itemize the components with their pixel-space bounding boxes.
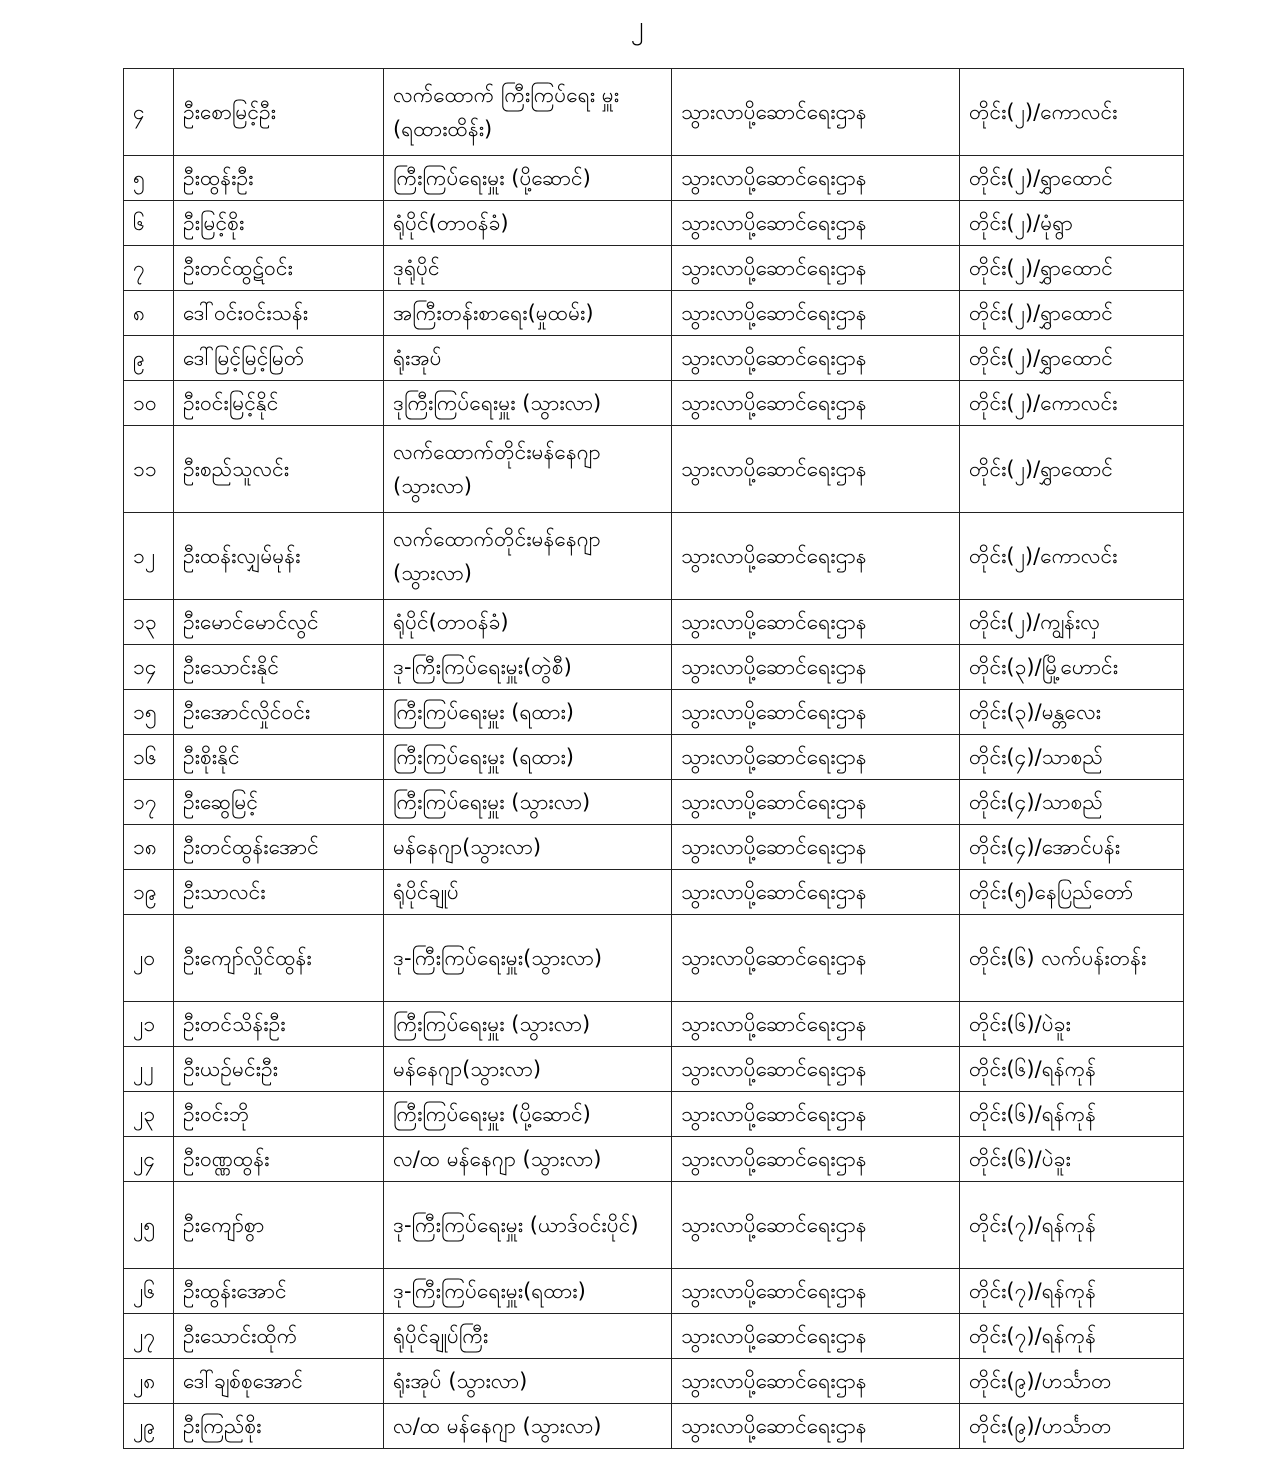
name-cell: ဦးတင်ထွန်းအောင်	[174, 825, 384, 870]
name-cell: ဦးစောမြင့်ဦး	[174, 69, 384, 156]
rank-cell: ဒုရုံပိုင်	[384, 246, 672, 291]
table-row	[124, 735, 1184, 780]
department-cell: သွားလာပို့ဆောင်ရေးဌာန	[672, 780, 960, 825]
unit-cell: တိုင်း(၉)/ဟင်္သာတ	[960, 1359, 1184, 1404]
table-row	[124, 870, 1184, 915]
unit-cell: တိုင်း(၆)/ပဲခူး	[960, 1137, 1184, 1182]
name-cell: ဦးယဉ်မင်းဦး	[174, 1047, 384, 1092]
department-cell: သွားလာပို့ဆောင်ရေးဌာန	[672, 1092, 960, 1137]
name-cell: ဦးကျော်စွာ	[174, 1182, 384, 1269]
rank-cell: မန်နေဂျာ(သွားလာ)	[384, 825, 672, 870]
row-number-cell: ၁၂	[124, 513, 174, 600]
name-cell: ဦးဝင်းမြင့်နိုင်	[174, 381, 384, 426]
unit-cell: တိုင်း(၂)/ရွှာထောင်	[960, 426, 1184, 513]
rank-cell: လ/ထ မန်နေဂျာ (သွားလာ)	[384, 1137, 672, 1182]
rank-cell: ဒု-ကြီးကြပ်ရေးမှူး(ရထား)	[384, 1269, 672, 1314]
department-cell: သွားလာပို့ဆောင်ရေးဌာန	[672, 1314, 960, 1359]
table-row	[124, 1047, 1184, 1092]
unit-cell: တိုင်း(၉)/ဟင်္သာတ	[960, 1404, 1184, 1449]
table-row	[124, 201, 1184, 246]
row-number-cell: ၅	[124, 156, 174, 201]
rank-cell: ဒု-ကြီးကြပ်ရေးမှူး(တွဲစီ)	[384, 645, 672, 690]
department-cell: သွားလာပို့ဆောင်ရေးဌာန	[672, 1137, 960, 1182]
department-cell: သွားလာပို့ဆောင်ရေးဌာန	[672, 69, 960, 156]
name-cell: ဦးသာလင်း	[174, 870, 384, 915]
name-cell: ဒေါ်ဝင်းဝင်းသန်း	[174, 291, 384, 336]
rank-cell: ကြီးကြပ်ရေးမှူး (သွားလာ)	[384, 1002, 672, 1047]
table-row	[124, 915, 1184, 1002]
unit-cell: တိုင်း(၅)နေပြည်တော်	[960, 870, 1184, 915]
department-cell: သွားလာပို့ဆောင်ရေးဌာန	[672, 381, 960, 426]
table-row	[124, 1182, 1184, 1269]
row-number-cell: ၆	[124, 201, 174, 246]
table-row	[124, 1002, 1184, 1047]
row-number-cell: ၂၄	[124, 1137, 174, 1182]
rank-cell: အကြီးတန်းစာရေး(မှုထမ်း)	[384, 291, 672, 336]
table-row	[124, 600, 1184, 645]
table-row	[124, 780, 1184, 825]
unit-cell: တိုင်း(၂)/ရွှာထောင်	[960, 291, 1184, 336]
unit-cell: တိုင်း(၇)/ရန်ကုန်	[960, 1269, 1184, 1314]
name-cell: ဒေါ်မြင့်မြင့်မြတ်	[174, 336, 384, 381]
name-cell: ဒေါ်ချစ်စုအောင်	[174, 1359, 384, 1404]
row-number-cell: ၁၃	[124, 600, 174, 645]
rank-cell: ဒု-ကြီးကြပ်ရေးမှူး(သွားလာ)	[384, 915, 672, 1002]
row-number-cell: ၂၉	[124, 1404, 174, 1449]
rank-cell: မန်နေဂျာ(သွားလာ)	[384, 1047, 672, 1092]
department-cell: သွားလာပို့ဆောင်ရေးဌာန	[672, 1269, 960, 1314]
table-row	[124, 513, 1184, 600]
unit-cell: တိုင်း(၄)/အောင်ပန်း	[960, 825, 1184, 870]
row-number-cell: ၁၉	[124, 870, 174, 915]
unit-cell: တိုင်း(၂)/ကောလင်း	[960, 381, 1184, 426]
name-cell: ဦးမြင့်စိုး	[174, 201, 384, 246]
table-row	[124, 381, 1184, 426]
name-cell: ဦးမောင်မောင်လွင်	[174, 600, 384, 645]
rank-cell: ကြီးကြပ်ရေးမှူး (ပို့ဆောင်)	[384, 1092, 672, 1137]
name-cell: ဦးသောင်းထိုက်	[174, 1314, 384, 1359]
rank-cell: ရုံပိုင်(တာဝန်ခံ)	[384, 201, 672, 246]
name-cell: ဦးကြည်စိုး	[174, 1404, 384, 1449]
rank-cell: ကြီးကြပ်ရေးမှူး (ရထား)	[384, 735, 672, 780]
rank-cell: ဒုကြီးကြပ်ရေးမှူး (သွားလာ)	[384, 381, 672, 426]
rank-cell: ဒု-ကြီးကြပ်ရေးမှူး (ယာဒ်ဝင်းပိုင်)	[384, 1182, 672, 1269]
row-number-cell: ၉	[124, 336, 174, 381]
table-row	[124, 1137, 1184, 1182]
unit-cell: တိုင်း(၂)/မုံရွာ	[960, 201, 1184, 246]
unit-cell: တိုင်း(၄)/သာစည်	[960, 735, 1184, 780]
name-cell: ဦးတင်ထွဋ်ဝင်း	[174, 246, 384, 291]
row-number-cell: ၁၀	[124, 381, 174, 426]
row-number-cell: ၈	[124, 291, 174, 336]
row-number-cell: ၁၆	[124, 735, 174, 780]
department-cell: သွားလာပို့ဆောင်ရေးဌာန	[672, 336, 960, 381]
unit-cell: တိုင်း(၆)/ရန်ကုန်	[960, 1047, 1184, 1092]
department-cell: သွားလာပို့ဆောင်ရေးဌာန	[672, 246, 960, 291]
row-number-cell: ၂၆	[124, 1269, 174, 1314]
name-cell: ဦးထန်းလျှမ်မုန်း	[174, 513, 384, 600]
name-cell: ဦးစိုးနိုင်	[174, 735, 384, 780]
unit-cell: တိုင်း(၃)/မြို့ဟောင်း	[960, 645, 1184, 690]
row-number-cell: ၁၈	[124, 825, 174, 870]
name-cell: ဦးဝင်းဘို	[174, 1092, 384, 1137]
name-cell: ဦးဝဏ္ဏထွန်း	[174, 1137, 384, 1182]
rank-cell: ရုံပိုင်ချုပ်ကြီး	[384, 1314, 672, 1359]
rank-cell: လက်ထောက် ကြီးကြပ်ရေး မှူး (ရထားထိန်း)	[384, 69, 672, 156]
row-number-cell: ၁၇	[124, 780, 174, 825]
name-cell: ဦးစည်သူလင်း	[174, 426, 384, 513]
rank-cell: လ/ထ မန်နေဂျာ (သွားလာ)	[384, 1404, 672, 1449]
table-row	[124, 1092, 1184, 1137]
department-cell: သွားလာပို့ဆောင်ရေးဌာန	[672, 870, 960, 915]
unit-cell: တိုင်း(၃)/မန္တလေး	[960, 690, 1184, 735]
department-cell: သွားလာပို့ဆောင်ရေးဌာန	[672, 1359, 960, 1404]
unit-cell: တိုင်း(၂)/ရွှာထောင်	[960, 246, 1184, 291]
rank-cell: ရုံးအုပ် (သွားလာ)	[384, 1359, 672, 1404]
table-row	[124, 825, 1184, 870]
row-number-cell: ၂၂	[124, 1047, 174, 1092]
table-row	[124, 426, 1184, 513]
department-cell: သွားလာပို့ဆောင်ရေးဌာန	[672, 426, 960, 513]
table-row	[124, 1404, 1184, 1449]
department-cell: သွားလာပို့ဆောင်ရေးဌာန	[672, 690, 960, 735]
unit-cell: တိုင်း(၂)/ရွှာထောင်	[960, 336, 1184, 381]
row-number-cell: ၁၄	[124, 645, 174, 690]
page-number: ၂	[630, 11, 644, 41]
rank-cell: ရုံပိုင်(တာဝန်ခံ)	[384, 600, 672, 645]
name-cell: ဦးအောင်လှိုင်ဝင်း	[174, 690, 384, 735]
rank-cell: ကြီးကြပ်ရေးမှူး (ပို့ဆောင်)	[384, 156, 672, 201]
unit-cell: တိုင်း(၇)/ရန်ကုန်	[960, 1182, 1184, 1269]
department-cell: သွားလာပို့ဆောင်ရေးဌာန	[672, 825, 960, 870]
department-cell: သွားလာပို့ဆောင်ရေးဌာန	[672, 735, 960, 780]
department-cell: သွားလာပို့ဆောင်ရေးဌာန	[672, 645, 960, 690]
rank-cell: ရုံပိုင်ချုပ်	[384, 870, 672, 915]
rank-cell: ကြီးကြပ်ရေးမှူး (ရထား)	[384, 690, 672, 735]
row-number-cell: ၂၈	[124, 1359, 174, 1404]
unit-cell: တိုင်း(၂)/ရွှာထောင်	[960, 156, 1184, 201]
name-cell: ဦးဆွေမြင့်	[174, 780, 384, 825]
unit-cell: တိုင်း(၂)/ကောလင်း	[960, 69, 1184, 156]
table-row	[124, 69, 1184, 156]
table-row	[124, 156, 1184, 201]
department-cell: သွားလာပို့ဆောင်ရေးဌာန	[672, 1404, 960, 1449]
name-cell: ဦးသောင်းနိုင်	[174, 645, 384, 690]
personnel-table-body	[124, 69, 1184, 1449]
department-cell: သွားလာပို့ဆောင်ရေးဌာန	[672, 1182, 960, 1269]
name-cell: ဦးတင်သိန်းဦး	[174, 1002, 384, 1047]
department-cell: သွားလာပို့ဆောင်ရေးဌာန	[672, 1002, 960, 1047]
department-cell: သွားလာပို့ဆောင်ရေးဌာန	[672, 156, 960, 201]
rank-cell: ရုံးအုပ်	[384, 336, 672, 381]
row-number-cell: ၁၅	[124, 690, 174, 735]
unit-cell: တိုင်း(၆) လက်ပန်းတန်း	[960, 915, 1184, 1002]
department-cell: သွားလာပို့ဆောင်ရေးဌာန	[672, 291, 960, 336]
row-number-cell: ၄	[124, 69, 174, 156]
rank-cell: လက်ထောက်တိုင်းမန်နေဂျာ (သွားလာ)	[384, 513, 672, 600]
row-number-cell: ၂၅	[124, 1182, 174, 1269]
name-cell: ဦးထွန်းအောင်	[174, 1269, 384, 1314]
department-cell: သွားလာပို့ဆောင်ရေးဌာန	[672, 600, 960, 645]
unit-cell: တိုင်း(၂)/ကောလင်း	[960, 513, 1184, 600]
department-cell: သွားလာပို့ဆောင်ရေးဌာန	[672, 915, 960, 1002]
table-row	[124, 690, 1184, 735]
unit-cell: တိုင်း(၂)/ကျွန်းလှ	[960, 600, 1184, 645]
personnel-table	[123, 68, 1184, 1449]
table-row	[124, 291, 1184, 336]
unit-cell: တိုင်း(၄)/သာစည်	[960, 780, 1184, 825]
name-cell: ဦးကျော်လှိုင်ထွန်း	[174, 915, 384, 1002]
department-cell: သွားလာပို့ဆောင်ရေးဌာန	[672, 201, 960, 246]
table-row	[124, 1269, 1184, 1314]
row-number-cell: ၂၃	[124, 1092, 174, 1137]
table-row	[124, 336, 1184, 381]
table-row	[124, 1314, 1184, 1359]
row-number-cell: ၁၁	[124, 426, 174, 513]
row-number-cell: ၇	[124, 246, 174, 291]
department-cell: သွားလာပို့ဆောင်ရေးဌာန	[672, 1047, 960, 1092]
unit-cell: တိုင်း(၇)/ရန်ကုန်	[960, 1314, 1184, 1359]
department-cell: သွားလာပို့ဆောင်ရေးဌာန	[672, 513, 960, 600]
table-row	[124, 246, 1184, 291]
row-number-cell: ၂၀	[124, 915, 174, 1002]
unit-cell: တိုင်း(၆)/ပဲခူး	[960, 1002, 1184, 1047]
name-cell: ဦးထွန်းဦး	[174, 156, 384, 201]
rank-cell: လက်ထောက်တိုင်းမန်နေဂျာ (သွားလာ)	[384, 426, 672, 513]
table-row	[124, 645, 1184, 690]
unit-cell: တိုင်း(၆)/ရန်ကုန်	[960, 1092, 1184, 1137]
row-number-cell: ၂၁	[124, 1002, 174, 1047]
rank-cell: ကြီးကြပ်ရေးမှူး (သွားလာ)	[384, 780, 672, 825]
table-row	[124, 1359, 1184, 1404]
row-number-cell: ၂၇	[124, 1314, 174, 1359]
